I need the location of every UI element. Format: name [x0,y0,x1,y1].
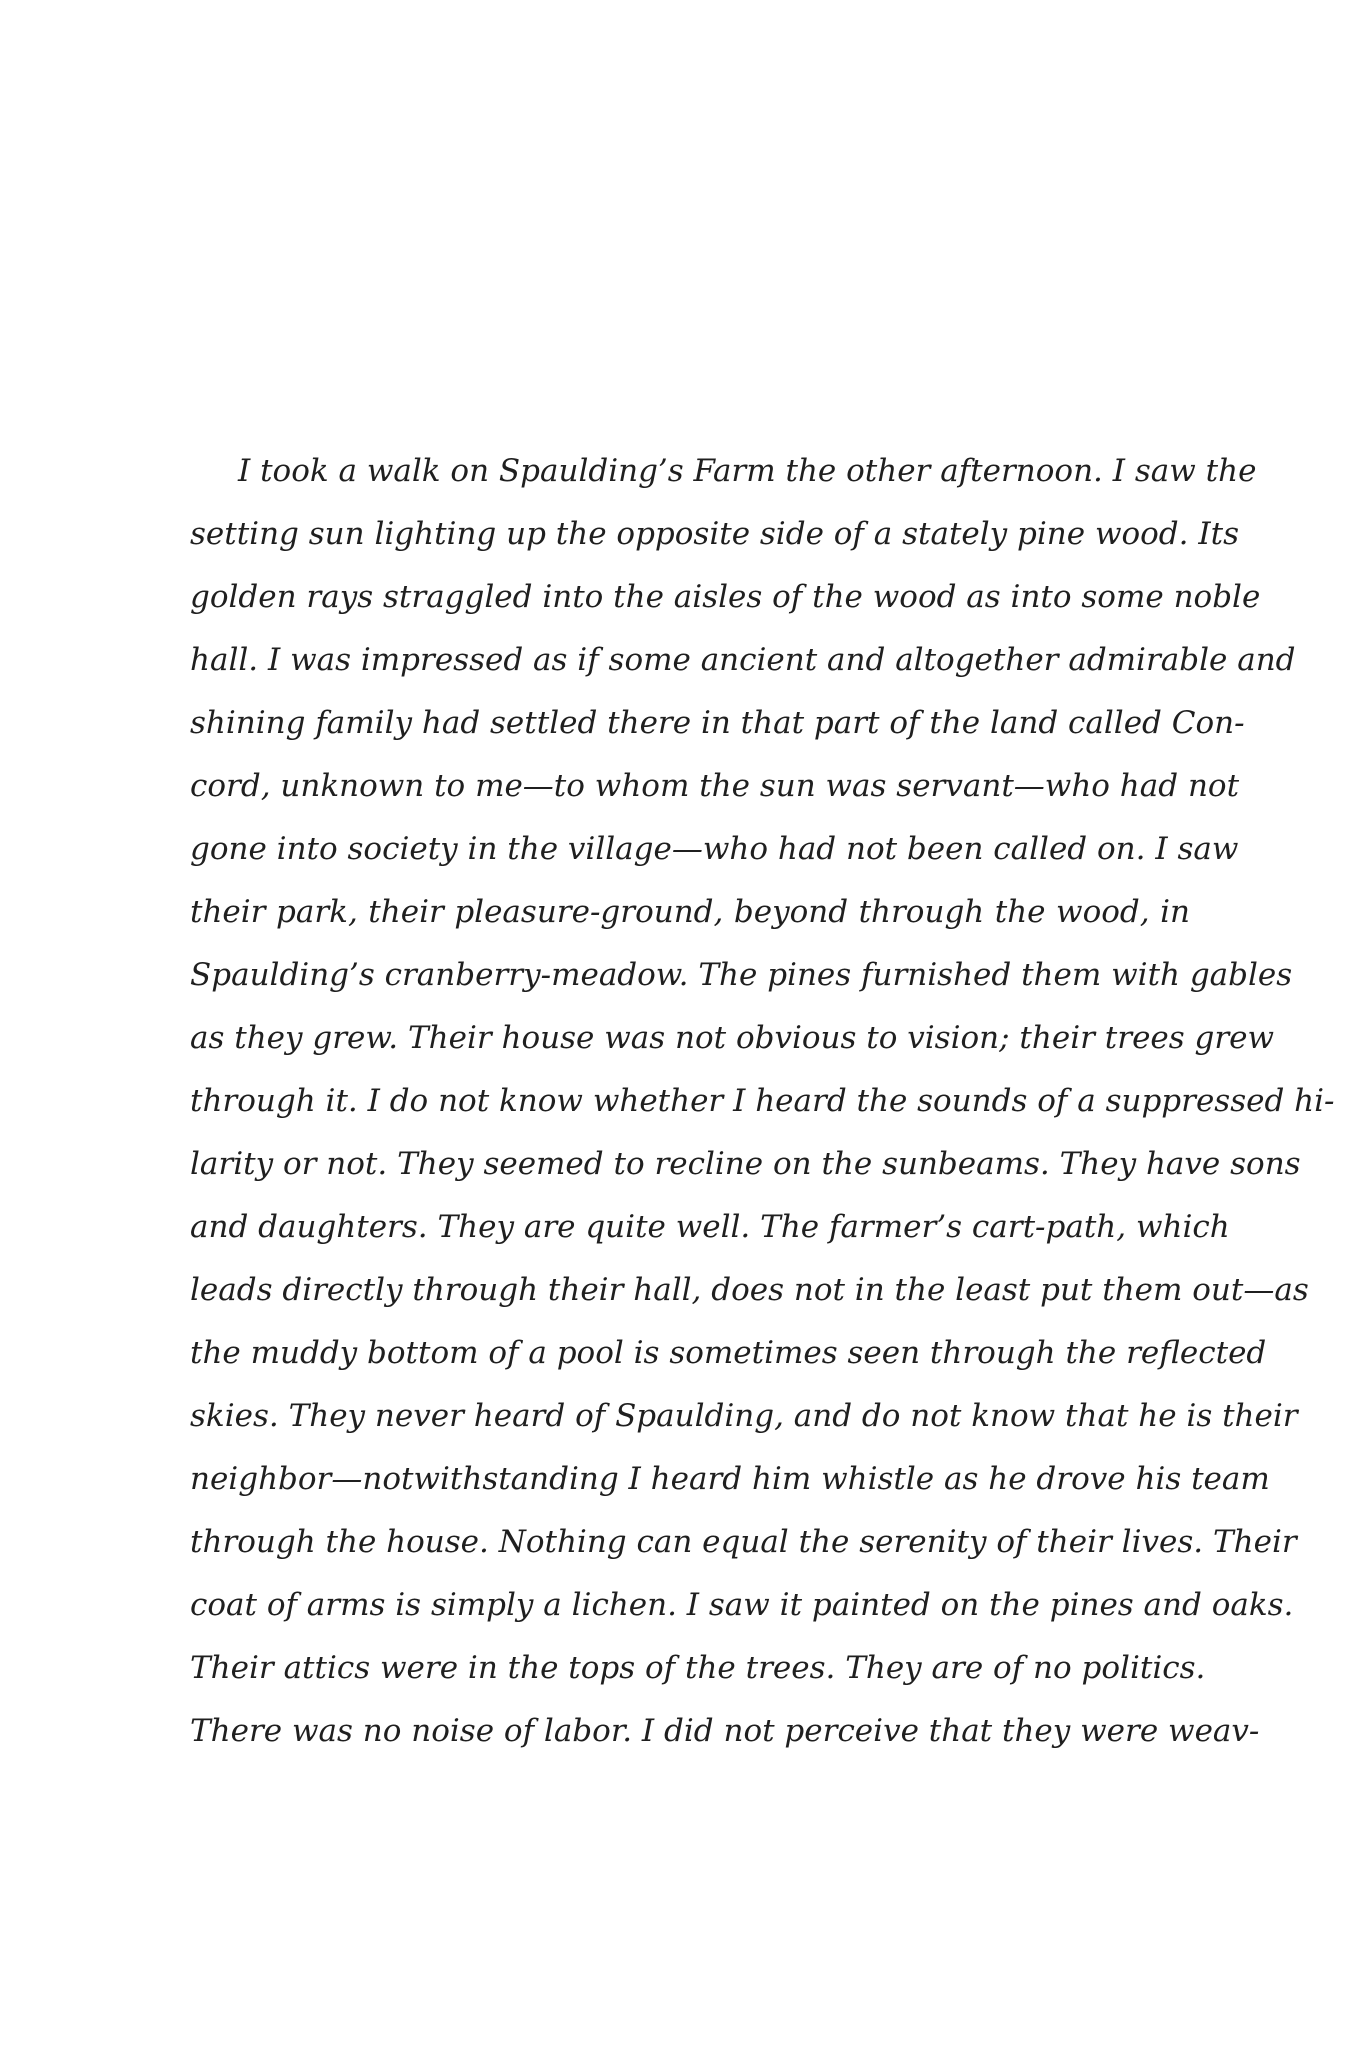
text-line: the muddy bottom of a pool is sometimes seen through the reflected [190,1335,1267,1371]
text-line: neighbor—notwithstanding I heard him whistle as he drove his team [190,1461,1270,1497]
text-line: There was no noise of labor. I did not perceive that they were weav- [190,1713,1260,1749]
text-line: through the house. Nothing can equal the serenity of their lives. Their [190,1524,1297,1560]
text-line: golden rays straggled into the aisles of the wood as into some noble [190,579,1261,615]
text-line: and daughters. They are quite well. The farmer’s cart-path, which [190,1209,1230,1245]
text-line: hall. I was impressed as if some ancient and altogether admirable and [190,642,1296,678]
text-line: Spaulding’s cranberry-meadow. The pines furnished them with gables [190,957,1293,993]
text-line: through it. I do not know whether I heard the sounds of a suppressed hi- [190,1083,1335,1119]
text-line: gone into society in the village—who had not been called on. I saw [190,831,1239,867]
text-line: Their attics were in the tops of the trees. They are of no politics. [190,1650,1206,1686]
body-text [190,440,1335,1763]
text-line: shining family had settled there in that part of the land called Con- [190,705,1245,741]
text-line: as they grew. Their house was not obvious to vision; their trees grew [190,1020,1275,1056]
text-line: setting sun lighting up the opposite side of a stately pine wood. Its [190,516,1239,552]
text-line: I took a walk on Spaulding’s Farm the other afternoon. I saw the [238,453,1257,489]
text-line: coat of arms is simply a lichen. I saw it painted on the pines and oaks. [190,1587,1294,1623]
text-line: their park, their pleasure-ground, beyond through the wood, in [190,894,1190,930]
text-line: cord, unknown to me—to whom the sun was servant—who had not [190,768,1240,804]
text-line: larity or not. They seemed to recline on the sunbeams. They have sons [190,1146,1301,1182]
text-line: leads directly through their hall, does not in the least put them out—as [190,1272,1309,1308]
text-line: skies. They never heard of Spaulding, and do not know that he is their [190,1398,1298,1434]
